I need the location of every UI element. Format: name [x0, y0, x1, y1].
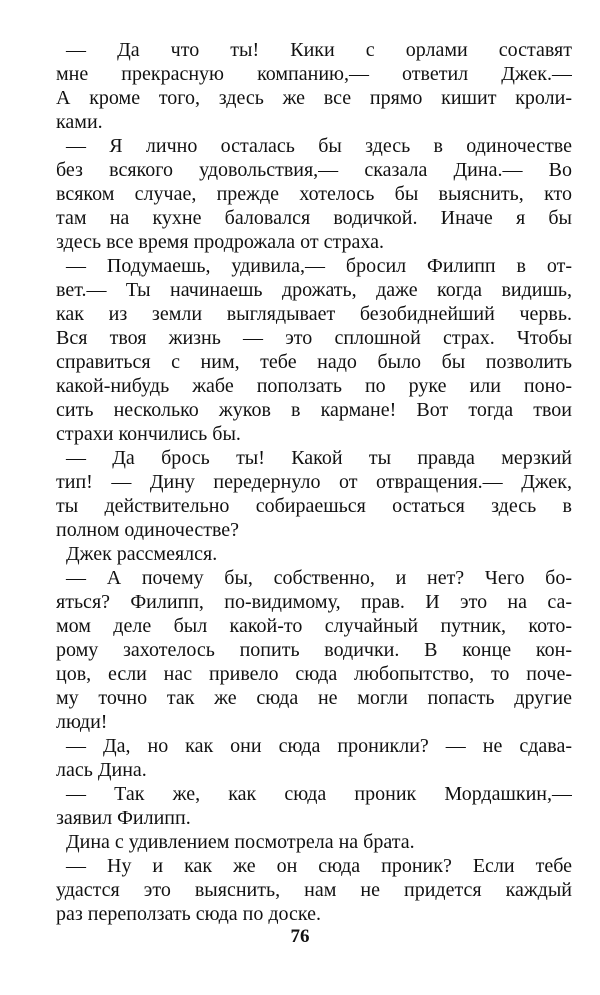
text-line: лась Дина. — [56, 759, 147, 781]
text-line: цов, если нас привело сюда любопытство, то поче- — [56, 663, 572, 685]
text-line: — Да что ты! Кики с орлами составят — [66, 39, 572, 61]
text-line: рому захотелось попить водички. В конце кон- — [56, 639, 572, 661]
text-line: яться? Филипп, по-видимому, прав. И это на са- — [56, 591, 572, 613]
text-line: — Ну и как же он сюда проник? Если тебе — [66, 855, 572, 877]
text-line: заявил Филипп. — [56, 807, 191, 829]
text-line: му точно так же сюда не могли попасть другие — [56, 687, 572, 709]
text-line: страхи кончились бы. — [56, 423, 241, 445]
text-line: ты действительно собираешься остаться здесь в — [56, 495, 572, 517]
text-line: — А почему бы, собственно, и нет? Чего бо- — [66, 567, 572, 589]
text-line: Дина с удивлением посмотрела на брата. — [66, 831, 415, 853]
text-line: — Да, но как они сюда проникли? — не сдава- — [66, 735, 572, 757]
text-line: какой-нибудь жабе поползать по руке или поно- — [56, 375, 572, 397]
text-line: полном одиночестве? — [56, 519, 240, 541]
text-line: удастся это выяснить, нам не придется каждый — [56, 879, 572, 901]
text-line: здесь все время продрожала от страха. — [56, 231, 384, 253]
text-line: сить несколько жуков в кармане! Вот тогда твои — [56, 399, 572, 421]
text-line: справиться с ним, тебе надо было бы позволить — [56, 351, 572, 373]
text-line: вет.— Ты начинаешь дрожать, даже когда видишь, — [56, 279, 572, 301]
text-line: ками. — [56, 111, 103, 133]
text-line: — Так же, как сюда проник Мордашкин,— — [66, 783, 572, 805]
text-line: как из земли выглядывает безобиднейший червь. — [56, 303, 572, 325]
text-line: тип! — Дину передернуло от отвращения.— Джек, — [56, 471, 572, 493]
text-line: люди! — [56, 711, 108, 733]
text-line: мне прекрасную компанию,— ответил Джек.— — [56, 63, 572, 85]
text-line: без всякого удовольствия,— сказала Дина.— Во — [56, 159, 572, 181]
text-line: всяком случае, прежде хотелось бы выяснить, кто — [56, 183, 572, 205]
text-line: — Подумаешь, удивила,— бросил Филипп в от- — [66, 255, 572, 277]
page-body — [56, 38, 572, 926]
text-line: — Да брось ты! Какой ты правда мерзкий — [66, 447, 572, 469]
text-line: там на кухне баловался водичкой. Иначе я бы — [56, 207, 572, 229]
page-number: 76 — [290, 926, 310, 947]
text-line: Джек рассмеялся. — [66, 543, 218, 565]
text-line: А кроме того, здесь же все прямо кишит кроли- — [56, 87, 572, 109]
text-line: мом деле был какой-то случайный путник, кото- — [56, 615, 572, 637]
text-line: Вся твоя жизнь — это сплошной страх. Чтобы — [56, 327, 572, 349]
text-line: раз переползать сюда по доске. — [56, 903, 321, 925]
text-line: — Я лично осталась бы здесь в одиночестве — [66, 135, 572, 157]
